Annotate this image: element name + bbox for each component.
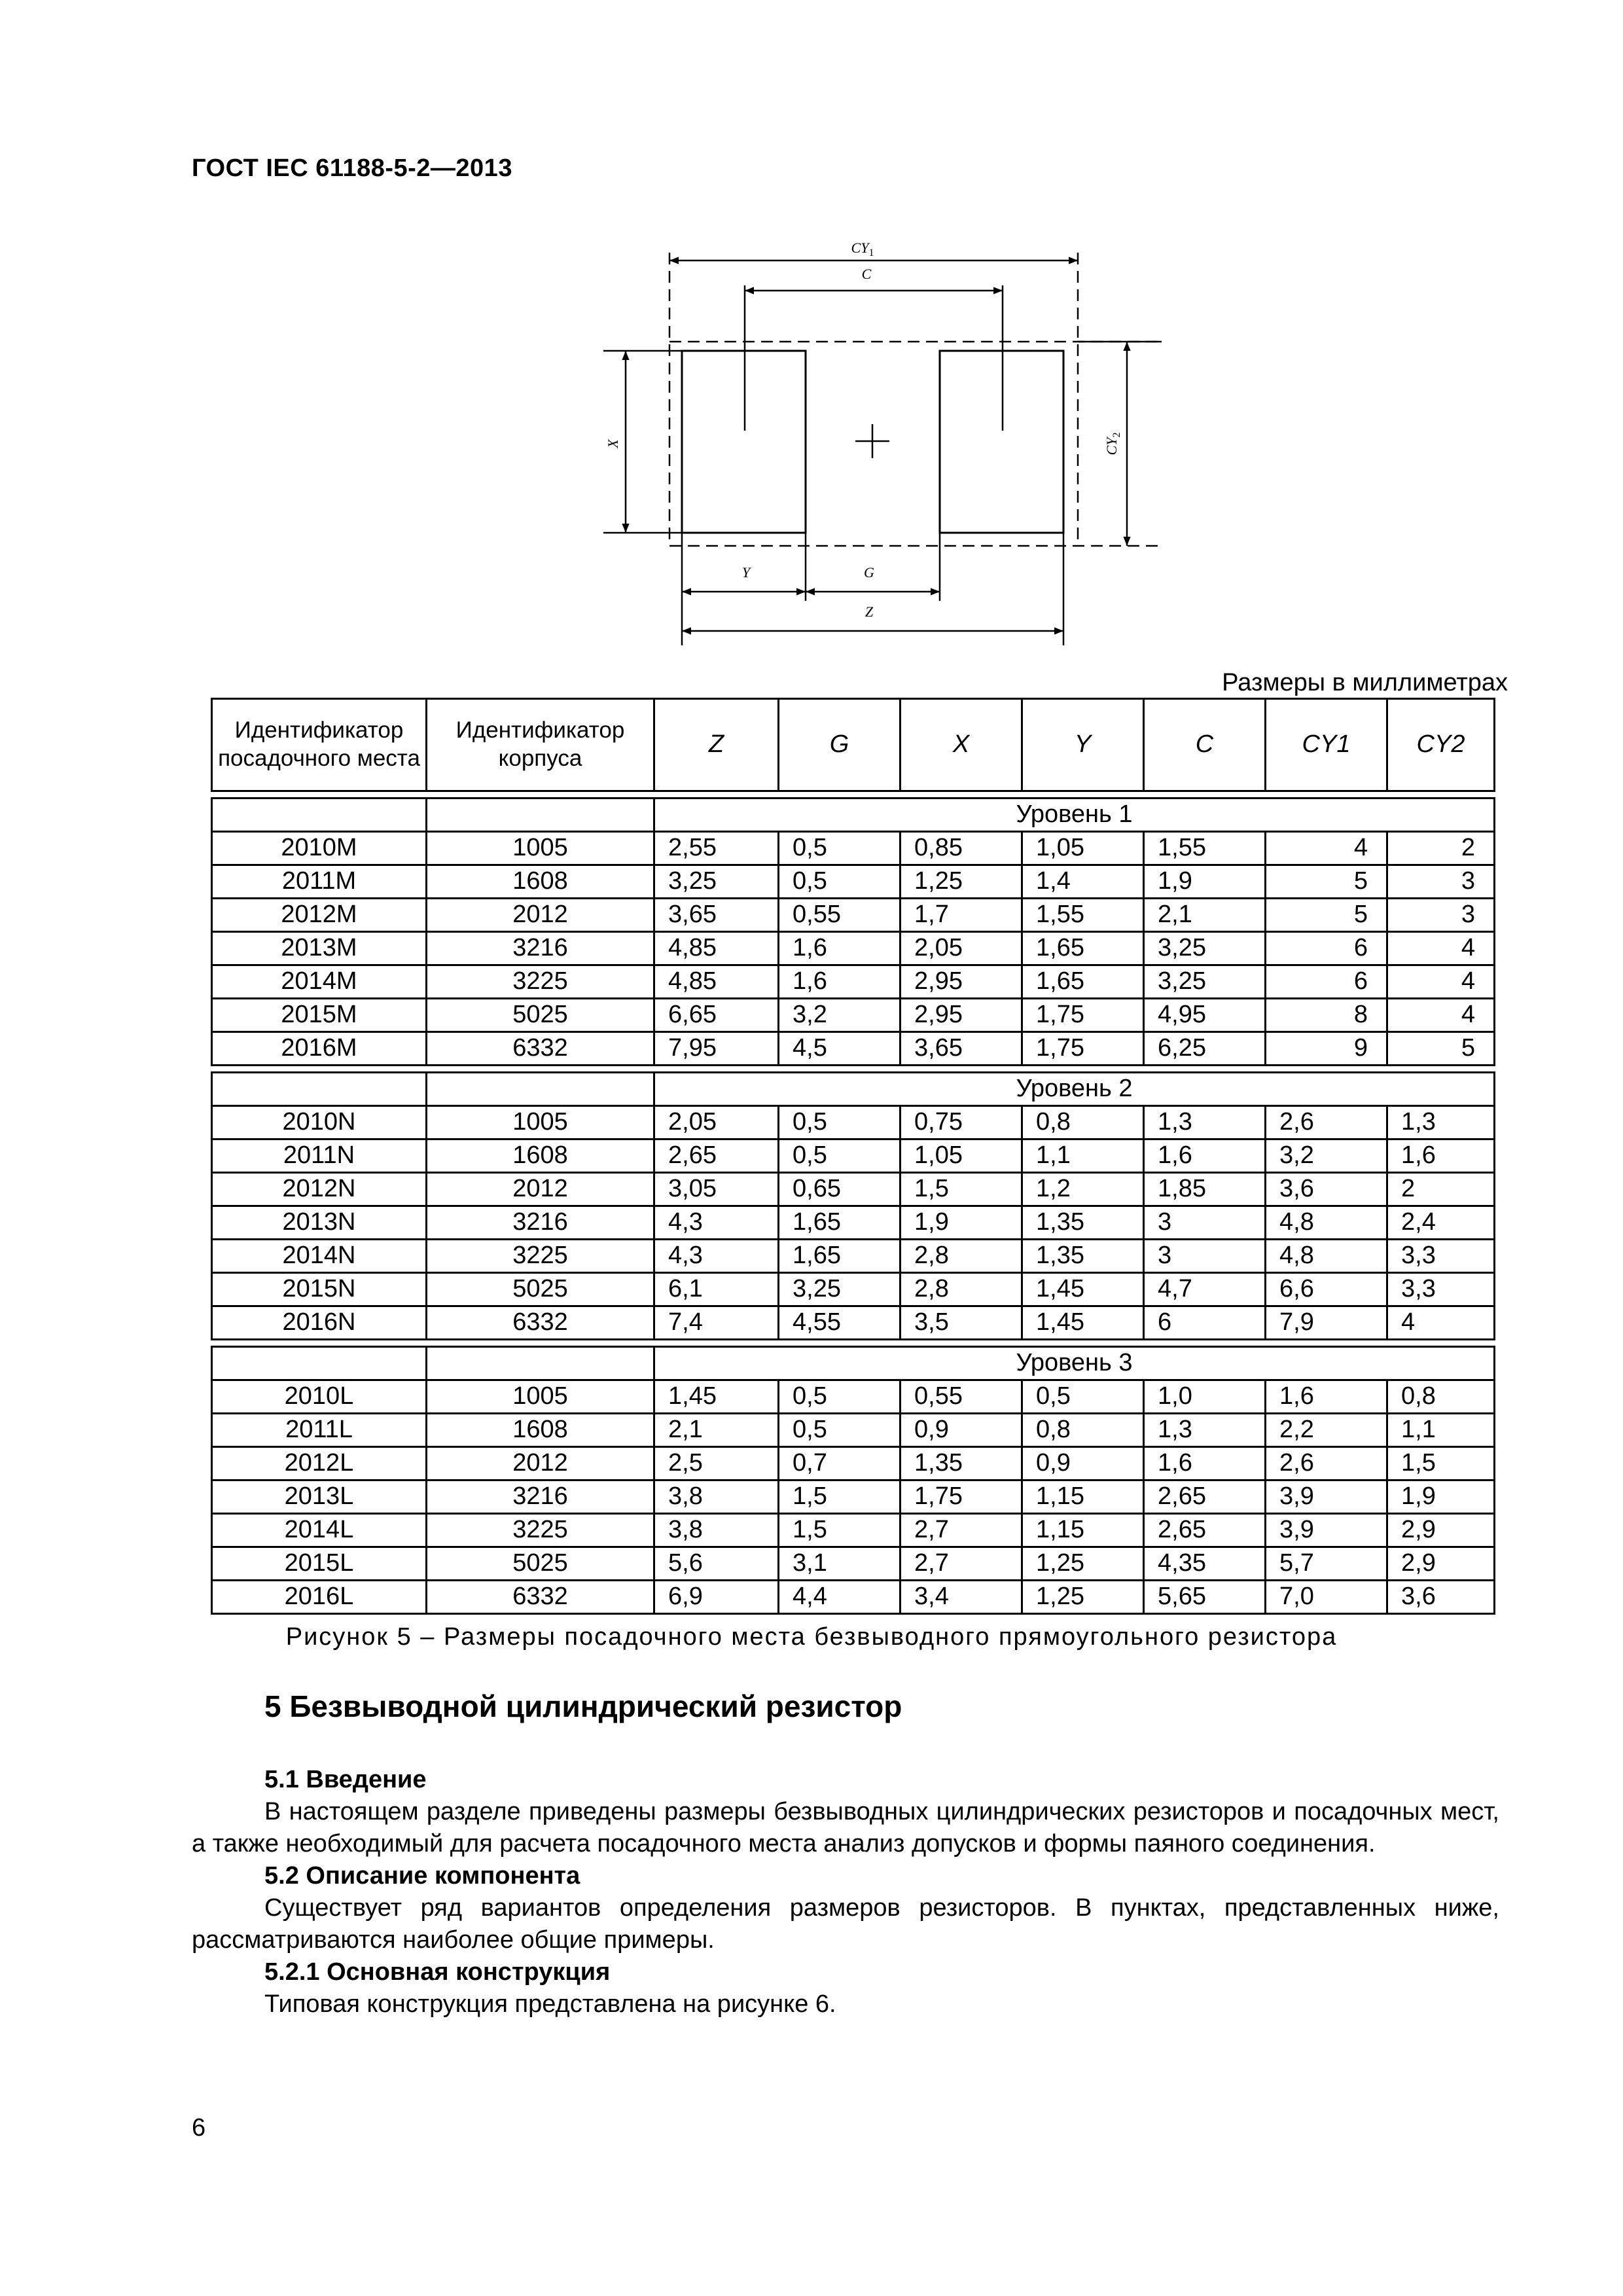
table-cell: 3,3	[1387, 1273, 1495, 1306]
table-cell: 4	[1266, 832, 1387, 865]
table-cell: 3225	[427, 965, 654, 999]
table-cell: 2016L	[212, 1581, 427, 1614]
table-cell: 1,65	[779, 1240, 901, 1273]
table-cell: 2,8	[901, 1273, 1022, 1306]
table-cell: 2015N	[212, 1273, 427, 1306]
table-cell: 3	[1144, 1206, 1266, 1240]
table-cell: 1,55	[1022, 899, 1144, 932]
table-cell: 3,9	[1266, 1480, 1387, 1514]
section-body	[192, 1764, 1499, 2020]
table-cell: 1005	[427, 1106, 654, 1139]
table-cell: 2,2	[1266, 1414, 1387, 1447]
header-cy2: CY2	[1387, 699, 1495, 791]
table-cell: 1,6	[779, 932, 901, 965]
table-cell: 2,1	[654, 1414, 779, 1447]
table-cell: 3,3	[1387, 1240, 1495, 1273]
table-cell: 3216	[427, 1480, 654, 1514]
table-cell: 4,35	[1144, 1547, 1266, 1581]
table-cell: 7,9	[1266, 1306, 1387, 1340]
table-cell: 1,85	[1144, 1173, 1266, 1206]
table-cell: 3216	[427, 1206, 654, 1240]
table-cell: 3225	[427, 1514, 654, 1547]
table-header-row	[212, 699, 1495, 791]
cy2-label: $CY_2$	[1103, 432, 1122, 456]
table-cell: 1,5	[779, 1514, 901, 1547]
table-row	[212, 1447, 1495, 1480]
table-cell: 1,1	[1387, 1414, 1495, 1447]
table-cell: 4,3	[654, 1240, 779, 1273]
table-cell: 4,85	[654, 965, 779, 999]
table-spacer-row	[212, 791, 1495, 798]
table-row	[212, 899, 1495, 932]
table-cell: 3,8	[654, 1514, 779, 1547]
table-row	[212, 1547, 1495, 1581]
table-cell: 5025	[427, 1273, 654, 1306]
table-cell: 3,2	[779, 999, 901, 1032]
header-land-id: Идентификатор посадочного места	[212, 699, 427, 791]
table-cell: 4,55	[779, 1306, 901, 1340]
table-cell: 2012	[427, 1447, 654, 1480]
table-cell: 1,15	[1022, 1514, 1144, 1547]
table-cell: 5025	[427, 999, 654, 1032]
table-cell: 2,65	[1144, 1480, 1266, 1514]
table-cell: 3,5	[901, 1306, 1022, 1340]
table-cell: 6,25	[1144, 1032, 1266, 1066]
table-cell: 6332	[427, 1581, 654, 1614]
table-cell: 3,8	[654, 1480, 779, 1514]
table-row	[212, 1581, 1495, 1614]
table-row	[212, 1273, 1495, 1306]
table-cell: 6	[1266, 932, 1387, 965]
header-c: C	[1144, 699, 1266, 791]
table-cell: 2,1	[1144, 899, 1266, 932]
table-row	[212, 999, 1495, 1032]
land-pattern-dimensions-table	[211, 698, 1495, 1615]
table-level-row	[212, 1347, 1495, 1380]
table-cell: 1608	[427, 1139, 654, 1173]
table-cell: 1,65	[1022, 965, 1144, 999]
table-cell: 1,45	[1022, 1273, 1144, 1306]
table-cell: 4,8	[1266, 1206, 1387, 1240]
table-level-row	[212, 1073, 1495, 1106]
table-row	[212, 1306, 1495, 1340]
table-cell: 2013N	[212, 1206, 427, 1240]
level-empty-cell	[212, 798, 427, 832]
table-cell: 3216	[427, 932, 654, 965]
table-cell: 2,95	[901, 965, 1022, 999]
header-cy1: CY1	[1266, 699, 1387, 791]
table-cell: 2010L	[212, 1380, 427, 1414]
table-cell: 3,65	[901, 1032, 1022, 1066]
table-cell: 5,65	[1144, 1581, 1266, 1614]
courtyard-outline	[669, 253, 1162, 546]
table-cell: 1,6	[1266, 1380, 1387, 1414]
subsection-5-2-1-text: Типовая конструкция представлена на рисунке 6.	[264, 1990, 836, 2018]
table-cell: 1,45	[654, 1380, 779, 1414]
table-cell: 3,9	[1266, 1514, 1387, 1547]
level-empty-cell	[212, 1347, 427, 1380]
table-cell: 2,65	[654, 1139, 779, 1173]
table-cell: 1,3	[1144, 1106, 1266, 1139]
figure-caption: Рисунок 5 – Размеры посадочного места безвыводного прямоугольного резистора	[285, 1623, 1338, 1651]
table-cell: 6,9	[654, 1581, 779, 1614]
table-cell: 3,05	[654, 1173, 779, 1206]
table-cell: 2016N	[212, 1306, 427, 1340]
table-cell: 1,25	[1022, 1547, 1144, 1581]
table-cell: 6,1	[654, 1273, 779, 1306]
table-cell: 2,5	[654, 1447, 779, 1480]
table-row	[212, 1106, 1495, 1139]
table-cell: 2,7	[901, 1547, 1022, 1581]
table-cell: 2,6	[1266, 1447, 1387, 1480]
table-cell: 4,4	[779, 1581, 901, 1614]
subsection-5-2-text: Существует ряд вариантов определения размеров резисторов. В пунктах, представленных ниже, рассматриваются наиболее общие примеры.	[192, 1894, 1499, 1954]
subsection-5-2-1-heading: 5.2.1 Основная конструкция	[264, 1958, 611, 1986]
table-row	[212, 1139, 1495, 1173]
table-cell: 0,5	[779, 832, 901, 865]
c-label: C	[861, 266, 872, 282]
units-note: Размеры в миллиметрах	[1222, 669, 1508, 696]
table-cell: 6,65	[654, 999, 779, 1032]
table-cell: 3,1	[779, 1547, 901, 1581]
table-cell: 3,2	[1266, 1139, 1387, 1173]
table-cell: 7,4	[654, 1306, 779, 1340]
table-cell: 4,7	[1144, 1273, 1266, 1306]
table-cell: 3,25	[654, 865, 779, 899]
table-cell: 1,9	[1144, 865, 1266, 899]
table-row	[212, 932, 1495, 965]
table-row	[212, 965, 1495, 999]
table-cell: 4	[1387, 965, 1495, 999]
table-cell: 2,7	[901, 1514, 1022, 1547]
table-spacer-row	[212, 1340, 1495, 1347]
table-cell: 1,1	[1022, 1139, 1144, 1173]
table-cell: 1,35	[901, 1447, 1022, 1480]
table-cell: 1005	[427, 1380, 654, 1414]
table-cell: 1,05	[901, 1139, 1022, 1173]
table-cell: 2013M	[212, 932, 427, 965]
table-cell: 1,4	[1022, 865, 1144, 899]
table-cell: 2014M	[212, 965, 427, 999]
page-number: 6	[192, 2114, 206, 2142]
header-y: Y	[1022, 699, 1144, 791]
table-cell: 1,75	[1022, 999, 1144, 1032]
table-cell: 2,05	[901, 932, 1022, 965]
table-row	[212, 1414, 1495, 1447]
table-cell: 2012L	[212, 1447, 427, 1480]
left-pad	[682, 351, 806, 533]
table-level-row	[212, 798, 1495, 832]
table-cell: 0,8	[1022, 1414, 1144, 1447]
land-pattern-figure	[0, 0, 1623, 661]
table-cell: 2,55	[654, 832, 779, 865]
table-cell: 2011M	[212, 865, 427, 899]
subsection-5-2-heading: 5.2 Описание компонента	[264, 1862, 580, 1890]
subsection-5-1-text: В настоящем разделе приведены размеры безвыводных цилиндрических резисторов и посадочных мест, а также необходимый для расчета посадочного места анализ допусков и формы паяного соединения.	[192, 1798, 1499, 1857]
table-cell: 7,95	[654, 1032, 779, 1066]
table-cell: 1,5	[1387, 1447, 1495, 1480]
subsection-5-1-heading: 5.1 Введение	[264, 1766, 427, 1793]
table-cell: 1,35	[1022, 1206, 1144, 1240]
table-cell: 3	[1144, 1240, 1266, 1273]
table-cell: 3,6	[1266, 1173, 1387, 1206]
table-cell: 2012	[427, 899, 654, 932]
table-cell: 2	[1387, 1173, 1495, 1206]
table-cell: 6332	[427, 1306, 654, 1340]
table-cell: 0,55	[901, 1380, 1022, 1414]
table-cell: 2012M	[212, 899, 427, 932]
table-cell: 9	[1266, 1032, 1387, 1066]
table-cell: 1,25	[1022, 1581, 1144, 1614]
table-cell: 4,3	[654, 1206, 779, 1240]
header-package-id: Идентификатор корпуса	[427, 699, 654, 791]
table-cell: 1,3	[1144, 1414, 1266, 1447]
table-cell: 2,9	[1387, 1514, 1495, 1547]
level-label: Уровень 1	[654, 798, 1495, 832]
table-cell: 2013L	[212, 1480, 427, 1514]
table-cell: 1,3	[1387, 1106, 1495, 1139]
table-cell: 2011N	[212, 1139, 427, 1173]
table-cell: 5,7	[1266, 1547, 1387, 1581]
table-spacer-row	[212, 1066, 1495, 1073]
table-cell: 0,5	[779, 1380, 901, 1414]
right-pad	[940, 351, 1063, 533]
table-cell: 4	[1387, 932, 1495, 965]
table-cell: 2,65	[1144, 1514, 1266, 1547]
table-cell: 6	[1144, 1306, 1266, 1340]
table-cell: 1,6	[1144, 1139, 1266, 1173]
table-cell: 0,7	[779, 1447, 901, 1480]
table-cell: 8	[1266, 999, 1387, 1032]
table-cell: 1,45	[1022, 1306, 1144, 1340]
table-cell: 0,5	[779, 865, 901, 899]
table-cell: 3	[1387, 899, 1495, 932]
table-cell: 0,75	[901, 1106, 1022, 1139]
table-cell: 0,8	[1022, 1106, 1144, 1139]
table-cell: 5,6	[654, 1547, 779, 1581]
table-cell: 1,35	[1022, 1240, 1144, 1273]
level-empty-cell	[427, 798, 654, 832]
table-cell: 6	[1266, 965, 1387, 999]
table-row	[212, 1032, 1495, 1066]
x-label: X	[605, 439, 621, 448]
table-cell: 5	[1266, 865, 1387, 899]
level-empty-cell	[212, 1073, 427, 1106]
table-cell: 3	[1387, 865, 1495, 899]
table-cell: 4	[1387, 1306, 1495, 1340]
table-cell: 2,6	[1266, 1106, 1387, 1139]
table-cell: 2,4	[1387, 1206, 1495, 1240]
cy1-label: $CY_1$	[851, 240, 874, 259]
table-cell: 0,5	[779, 1139, 901, 1173]
table-cell: 0,5	[779, 1414, 901, 1447]
table-cell: 2011L	[212, 1414, 427, 1447]
table-cell: 2010N	[212, 1106, 427, 1139]
table-cell: 0,9	[901, 1414, 1022, 1447]
table-cell: 0,65	[779, 1173, 901, 1206]
level-label: Уровень 3	[654, 1347, 1495, 1380]
table-cell: 1,6	[1387, 1139, 1495, 1173]
table-row	[212, 1380, 1495, 1414]
header-x: X	[901, 699, 1022, 791]
table-cell: 1,5	[901, 1173, 1022, 1206]
table-cell: 2014N	[212, 1240, 427, 1273]
table-cell: 0,55	[779, 899, 901, 932]
table-cell: 1,55	[1144, 832, 1266, 865]
table-cell: 5	[1266, 899, 1387, 932]
table-cell: 1,15	[1022, 1480, 1144, 1514]
table-cell: 3,25	[1144, 932, 1266, 965]
g-label: G	[864, 564, 874, 581]
table-cell: 1,75	[1022, 1032, 1144, 1066]
table-cell: 0,5	[1022, 1380, 1144, 1414]
table-cell: 3,65	[654, 899, 779, 932]
table-row	[212, 832, 1495, 865]
table-cell: 1,9	[1387, 1480, 1495, 1514]
table-cell: 1,25	[901, 865, 1022, 899]
table-cell: 0,5	[779, 1106, 901, 1139]
table-cell: 2014L	[212, 1514, 427, 1547]
table-cell: 2,9	[1387, 1547, 1495, 1581]
table-cell: 3,4	[901, 1581, 1022, 1614]
header-z: Z	[654, 699, 779, 791]
table-body	[212, 791, 1495, 1614]
table-cell: 1,6	[779, 965, 901, 999]
table-cell: 1,2	[1022, 1173, 1144, 1206]
table-cell: 3225	[427, 1240, 654, 1273]
table-row	[212, 1480, 1495, 1514]
table-cell: 1005	[427, 832, 654, 865]
table-row	[212, 1514, 1495, 1547]
table-cell: 5025	[427, 1547, 654, 1581]
table-cell: 2	[1387, 832, 1495, 865]
level-empty-cell	[427, 1073, 654, 1106]
table-cell: 0,85	[901, 832, 1022, 865]
table-row	[212, 1240, 1495, 1273]
table-row	[212, 1173, 1495, 1206]
table-cell: 0,8	[1387, 1380, 1495, 1414]
table-cell: 4	[1387, 999, 1495, 1032]
table-cell: 4,85	[654, 932, 779, 965]
table-row	[212, 1206, 1495, 1240]
table-cell: 1,9	[901, 1206, 1022, 1240]
table-cell: 1,05	[1022, 832, 1144, 865]
table-cell: 2,95	[901, 999, 1022, 1032]
table-cell: 4,8	[1266, 1240, 1387, 1273]
table-cell: 6332	[427, 1032, 654, 1066]
table-cell: 2010M	[212, 832, 427, 865]
table-cell: 1608	[427, 1414, 654, 1447]
section-title: 5 Безвыводной цилиндрический резистор	[264, 1689, 902, 1723]
table-cell: 1,6	[1144, 1447, 1266, 1480]
y-label: Y	[741, 564, 751, 581]
table-cell: 2,8	[901, 1240, 1022, 1273]
table-cell: 2015M	[212, 999, 427, 1032]
table-cell: 1,65	[779, 1206, 901, 1240]
table-cell: 1,0	[1144, 1380, 1266, 1414]
table-cell: 1,65	[1022, 932, 1144, 965]
table-cell: 2012N	[212, 1173, 427, 1206]
table-cell: 4,95	[1144, 999, 1266, 1032]
table-cell: 3,6	[1387, 1581, 1495, 1614]
table-cell: 2012	[427, 1173, 654, 1206]
table-cell: 1,5	[779, 1480, 901, 1514]
table-cell: 2,05	[654, 1106, 779, 1139]
table-row	[212, 865, 1495, 899]
table-cell: 3,25	[1144, 965, 1266, 999]
table-cell: 1,7	[901, 899, 1022, 932]
table-cell: 2016M	[212, 1032, 427, 1066]
table-cell: 1608	[427, 865, 654, 899]
level-empty-cell	[427, 1347, 654, 1380]
table-cell: 6,6	[1266, 1273, 1387, 1306]
table-cell: 4,5	[779, 1032, 901, 1066]
center-cross-icon	[855, 424, 889, 458]
level-label: Уровень 2	[654, 1073, 1495, 1106]
table-cell: 3,25	[779, 1273, 901, 1306]
table-cell: 7,0	[1266, 1581, 1387, 1614]
table-cell: 5	[1387, 1032, 1495, 1066]
z-label: Z	[865, 603, 874, 620]
document-id-header: ГОСТ IEC 61188-5-2—2013	[192, 154, 512, 182]
table-cell: 0,9	[1022, 1447, 1144, 1480]
header-g: G	[779, 699, 901, 791]
table-cell: 2015L	[212, 1547, 427, 1581]
table-cell: 1,75	[901, 1480, 1022, 1514]
